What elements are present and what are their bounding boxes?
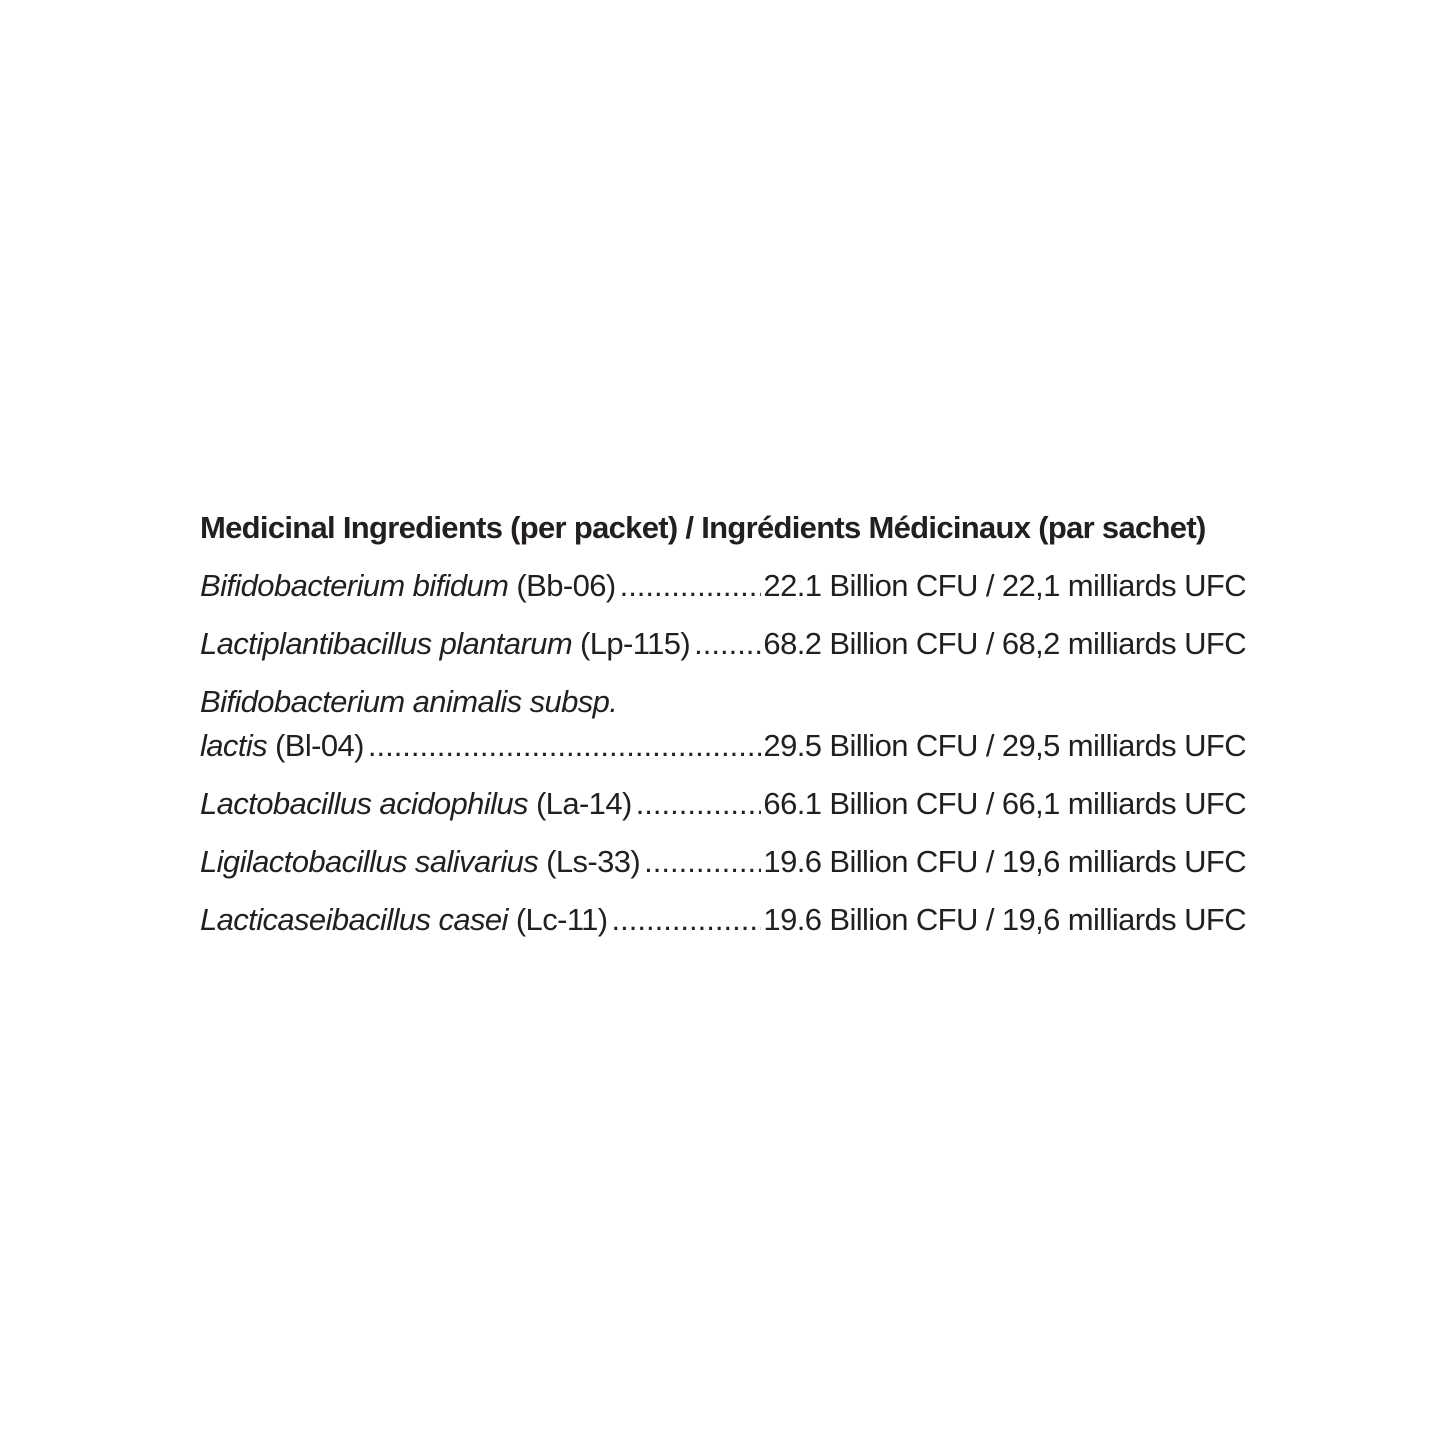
ingredient-name: Bifidobacterium bifidum — [200, 568, 509, 603]
ingredient-row — [200, 624, 1246, 664]
ingredient-name: lactis — [200, 728, 268, 763]
ingredient-name: Lacticaseibacillus casei — [200, 902, 508, 937]
ingredient-row — [200, 900, 1246, 940]
ingredient-strain-code: (La-14) — [535, 786, 632, 821]
dot-leader — [636, 784, 762, 824]
ingredient-amount: 19.6 Billion CFU / 19,6 milliards UFC — [763, 902, 1246, 937]
ingredients-heading: Medicinal Ingredients (per packet) / Ingrédients Médicinaux (par sachet) — [200, 510, 1206, 545]
dot-leader — [694, 624, 761, 664]
ingredient-strain-code: (Bb-06) — [516, 568, 616, 603]
ingredient-amount: 68.2 Billion CFU / 68,2 milliards UFC — [763, 626, 1246, 661]
ingredient-row — [200, 842, 1246, 882]
dot-leader — [644, 842, 761, 882]
ingredient-strain-code: (Ls-33) — [546, 844, 641, 879]
ingredient-row — [200, 784, 1246, 824]
ingredient-name: Lactiplantibacillus plantarum — [200, 626, 573, 661]
ingredient-name-line1: Bifidobacterium animalis subsp. — [200, 684, 618, 719]
ingredient-amount: 29.5 Billion CFU / 29,5 milliards UFC — [763, 728, 1246, 763]
ingredient-row — [200, 566, 1246, 606]
ingredient-row — [200, 682, 1246, 766]
ingredient-strain-code: (Lp-115) — [580, 626, 691, 661]
ingredient-strain-code: (Bl-04) — [275, 728, 364, 763]
ingredient-amount: 66.1 Billion CFU / 66,1 milliards UFC — [763, 786, 1246, 821]
ingredient-amount: 19.6 Billion CFU / 19,6 milliards UFC — [763, 844, 1246, 879]
dot-leader — [612, 900, 762, 940]
ingredient-amount: 22.1 Billion CFU / 22,1 milliards UFC — [763, 568, 1246, 603]
ingredient-name: Ligilactobacillus salivarius — [200, 844, 539, 879]
ingredient-strain-code: (Lc-11) — [515, 902, 608, 937]
dot-leader — [620, 566, 762, 606]
ingredient-name-line2 — [200, 726, 1246, 766]
ingredient-name: Lactobacillus acidophilus — [200, 786, 528, 821]
medicinal-ingredients-panel — [200, 508, 1246, 958]
dot-leader — [368, 726, 762, 766]
